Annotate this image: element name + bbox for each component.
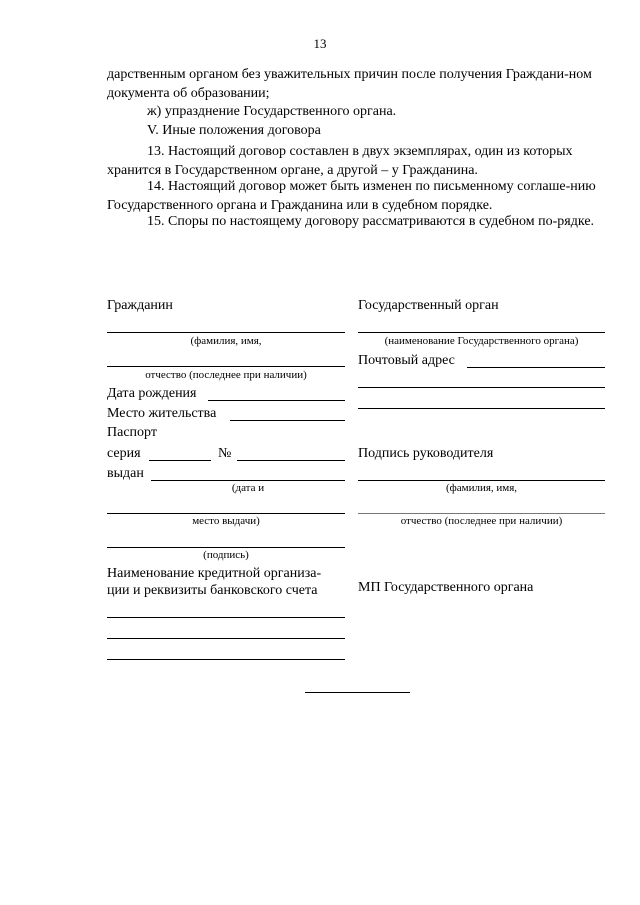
number-field[interactable] xyxy=(237,460,345,461)
issued-place-caption: место выдачи) xyxy=(192,515,260,527)
issued-place-line[interactable] xyxy=(107,513,345,514)
paragraph-13: 13. Настоящий договор составлен в двух экземплярах, один из которых хранится в Государственном органе, а другой – у Гражданина. xyxy=(107,144,573,178)
page-number: 13 xyxy=(313,36,327,51)
bank-label-line2: ции и реквизиты банковского счета xyxy=(107,583,318,598)
residence-label: Место жительства xyxy=(107,406,217,421)
postal-address-line-2[interactable] xyxy=(358,387,605,388)
citizen-patronymic-line[interactable] xyxy=(107,366,345,367)
series-field[interactable] xyxy=(149,460,211,461)
issued-date-caption: (дата и xyxy=(231,482,265,494)
citizen-patronymic-caption: отчество (последнее при наличии) xyxy=(145,369,307,381)
postal-address-label: Почтовый адрес xyxy=(358,353,455,368)
postal-address-field[interactable] xyxy=(467,367,605,368)
citizen-name-caption: (фамилия, имя, xyxy=(190,335,262,347)
bank-line-1[interactable] xyxy=(107,617,345,618)
birth-date-label: Дата рождения xyxy=(107,386,197,401)
issued-field[interactable] xyxy=(151,480,345,481)
citizen-signature-line[interactable] xyxy=(107,547,345,548)
organ-name-line[interactable] xyxy=(358,332,605,333)
head-patronymic-caption: отчество (последнее при наличии) xyxy=(400,515,563,527)
paragraph-14: 14. Настоящий договор может быть изменен по письменному соглаше-нию Государственного органа и Гражданина или в судебном порядке. xyxy=(107,179,596,213)
organ-name-caption: (наименование Государственного органа) xyxy=(384,335,579,347)
postal-address-line-3[interactable] xyxy=(358,408,605,409)
paragraph-item-zh: ж) упразднение Государственного органа. xyxy=(147,104,397,119)
paragraph-continuation: дарственным органом без уважительных причин после получения Граждани-ном документа об образовании; xyxy=(107,67,592,101)
residence-field[interactable] xyxy=(230,420,345,421)
passport-label: Паспорт xyxy=(107,425,157,440)
organ-heading: Государственный орган xyxy=(358,298,499,313)
series-label: серия xyxy=(107,446,141,461)
head-patronymic-line[interactable] xyxy=(358,513,605,514)
bank-line-2[interactable] xyxy=(107,638,345,639)
end-divider xyxy=(305,692,410,693)
head-name-line[interactable] xyxy=(358,480,605,481)
section-heading: V. Иные положения договора xyxy=(147,123,321,138)
head-name-caption: (фамилия, имя, xyxy=(445,482,518,494)
citizen-signature-caption: (подпись) xyxy=(203,549,249,561)
head-signature-label: Подпись руководителя xyxy=(358,446,494,461)
paragraph-15: 15. Споры по настоящему договору рассматриваются в судебном по-рядке. xyxy=(147,214,595,229)
bank-label-line1: Наименование кредитной организа- xyxy=(107,566,322,581)
issued-label: выдан xyxy=(107,466,144,481)
seal-label: МП Государственного органа xyxy=(358,580,534,595)
number-label: № xyxy=(218,446,232,461)
birth-date-field[interactable] xyxy=(208,400,345,401)
citizen-heading: Гражданин xyxy=(107,298,173,313)
citizen-name-line[interactable] xyxy=(107,332,345,333)
bank-line-3[interactable] xyxy=(107,659,345,660)
